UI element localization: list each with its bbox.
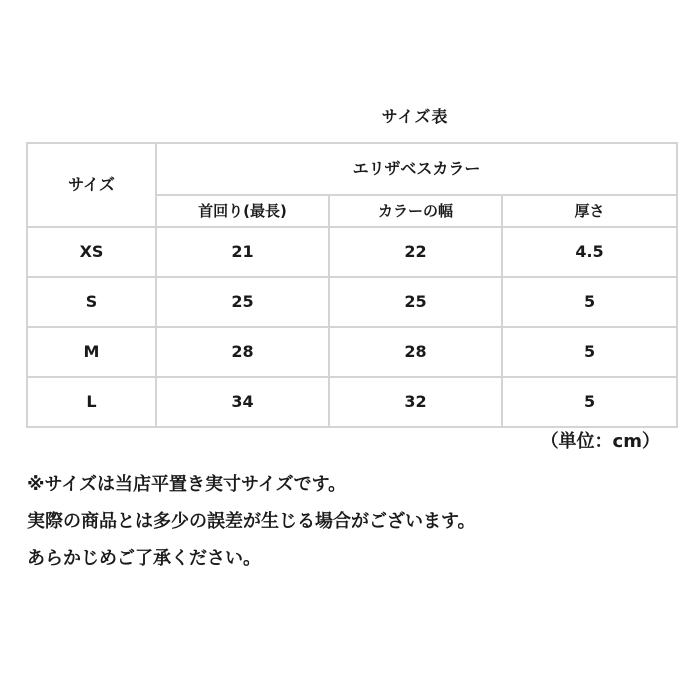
width-cell: 28 — [329, 327, 502, 377]
unit-note: （単位：cm） — [540, 431, 660, 452]
neck-cell: 25 — [156, 277, 329, 327]
size-chart-title: サイズ表 — [381, 107, 449, 126]
note-line: ※サイズは当店平置き実寸サイズです。 — [27, 474, 347, 495]
size-cell: XS — [27, 227, 156, 277]
width-cell: 32 — [329, 377, 502, 427]
width-cell: 22 — [329, 227, 502, 277]
width-column-header: カラーの幅 — [329, 195, 502, 227]
table-row — [27, 327, 677, 377]
table-row — [27, 277, 677, 327]
thickness-cell: 5 — [502, 377, 677, 427]
collar-group-header: エリザベスカラー — [156, 143, 677, 195]
neck-cell: 28 — [156, 327, 329, 377]
size-cell: L — [27, 377, 156, 427]
table-row — [27, 377, 677, 427]
size-table — [26, 142, 678, 428]
neck-cell: 34 — [156, 377, 329, 427]
thickness-cell: 5 — [502, 277, 677, 327]
size-column-header: サイズ — [27, 143, 156, 227]
size-cell: M — [27, 327, 156, 377]
size-cell: S — [27, 277, 156, 327]
width-cell: 25 — [329, 277, 502, 327]
notes-block — [27, 466, 476, 577]
note-line: 実際の商品とは多少の誤差が生じる場合がございます。 — [27, 511, 476, 532]
table-header-row — [27, 143, 677, 195]
thickness-column-header: 厚さ — [502, 195, 677, 227]
thickness-cell: 4.5 — [502, 227, 677, 277]
neck-column-header: 首回り(最長) — [156, 195, 329, 227]
neck-cell: 21 — [156, 227, 329, 277]
table-row — [27, 227, 677, 277]
thickness-cell: 5 — [502, 327, 677, 377]
note-line: あらかじめご了承ください。 — [27, 548, 261, 569]
